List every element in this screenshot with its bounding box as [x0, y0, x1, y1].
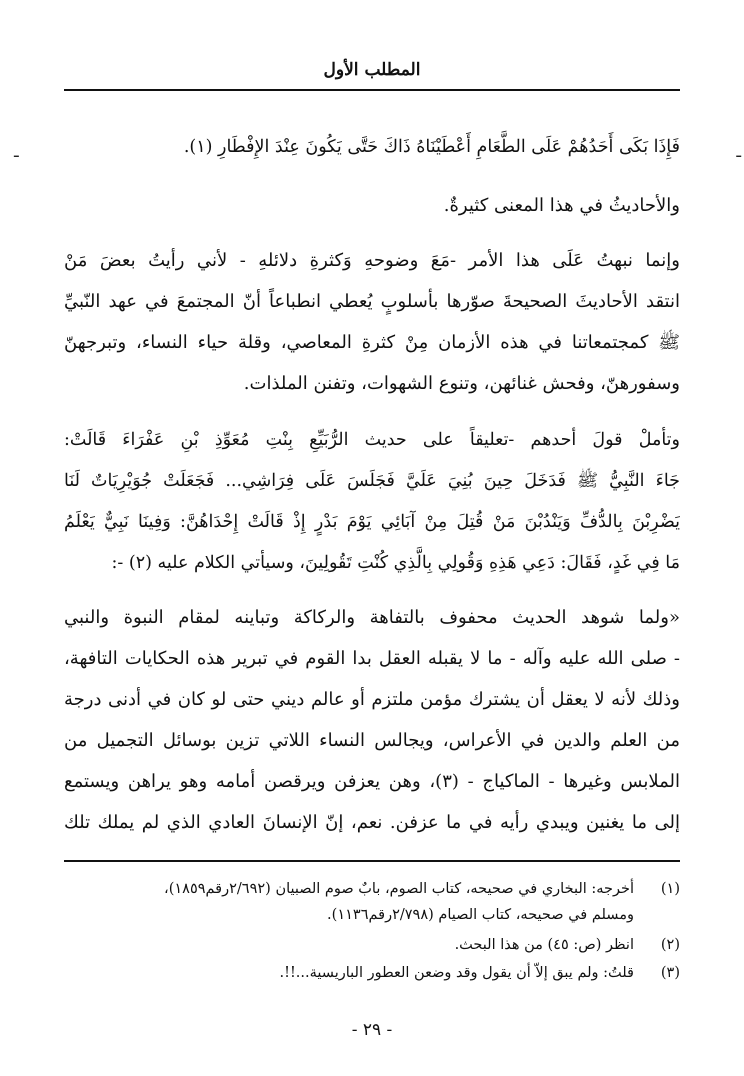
margin-mark: ـ [14, 142, 19, 161]
footnote-number: (١) [660, 881, 680, 897]
hadith-quote-line: فَإِذَا بَكَى أَحَدُهُمْ عَلَى الطَّعَامِ أَعْطَيْنَاهُ ذَاكَ حَتَّى يَكُونَ عِنْدَ الإِفْطَارِ (١). [183, 137, 680, 157]
hadith-quote-line: جَاءَ النَّبِيُّ ﷺ فَدَخَلَ حِينَ بُنِيَ عَلَيَّ فَجَلَسَ عَلَى فِرَاشِي... فَجَعَلَتْ جُوَيْرِيَاتٌ لَنَا [64, 471, 680, 491]
block-quote-line: - صلى الله عليه وآله - ما لا يقبله العقل بدا القوم في تبرير هذه الحكايات التافهة، [64, 648, 680, 669]
block-quote-line: «ولما شوهد الحديث محفوف بالتفاهة والركاكة وتباينه لمقام النبوة والنبي [64, 607, 680, 628]
page-number: - ٢٩ - [351, 1020, 393, 1040]
margin-mark: ـ [736, 142, 741, 161]
paragraph-line: ﷺ كمجتمعاتنا في هذه الأزمان مِنْ كثرةِ المعاصي، وقلة حياء النساء، وتبرجهنّ [64, 332, 680, 353]
paragraph-line: انتقد الأحاديثَ الصحيحةَ صوّرها بأسلوبٍ يُعطي انطباعاً أنّ المجتمعَ في عهد النّبيِّ [64, 291, 680, 312]
footnote-number: (٢) [660, 937, 680, 953]
footnote-text: ومسلم في صحيحه، كتاب الصيام (٢/٧٩٨رقم١١٣٦). [327, 907, 634, 923]
hadith-quote-line: مَا فِي غَدٍ، فَقَالَ: دَعِي هَذِهِ وَقُولِي بِالَّذِي كُنْتِ تَقُولِينَ، وسيأتي الكلام عليه (٢) -: [111, 553, 680, 573]
footnote-number: (٣) [660, 965, 680, 981]
block-quote-line: من العلم والدين في الأعراس، ويجالس النساء اللاتي تزين بوسائل التجميل من [64, 730, 680, 751]
running-header: المطلب الأول [323, 60, 421, 80]
footnote-text: قلتُ: ولم يبق إلاّ أن يقول وقد وضعن العطور الباريسية...!!. [279, 965, 634, 981]
block-quote-line: الملابس وغيرها - الماكياج - (٣)، وهن يعزفن ويرقصن أمامه وهو يراهن ويستمع [64, 771, 680, 792]
footnote-text: أخرجه: البخاري في صحيحه، كتاب الصوم، بابٌ صوم الصبيان (٢/٦٩٢رقم١٨٥٩)، [164, 881, 634, 897]
footnote-continuation [64, 902, 680, 928]
block-quote-line: إلى ما يغنين ويبدي رأيه في ما عزفن. نعم، إنّ الإنسانَ العادي الذي لم يملك تلك [64, 812, 680, 833]
paragraph-line: وسفورهنّ، وفحش غنائهن، وتنوع الشهوات، وتفنن الملذات. [243, 373, 680, 394]
header-rule [64, 89, 680, 91]
paragraph-line: وإنما نبهتُ عَلَى هذا الأمر -مَعَ وضوحهِ وَكثرةِ دلائلهِ - لأني رأيتُ بعضَ مَنْ [64, 250, 680, 271]
footnote-text: انظر (ص: ٤٥) من هذا البحث. [454, 937, 634, 953]
block-quote-line: وذلك لأنه لا يعقل أن يشترك مؤمن ملتزم أو عالم ديني حتى لو كان في أدنى درجة [64, 689, 680, 710]
paragraph-line: وتأملْ قولَ أحدهم -تعليقاً على حديث الرُّبَيِّعِ بِنْتِ مُعَوِّذِ بْنِ عَفْرَاءَ قَالَتْ: [64, 430, 680, 450]
hadith-quote-line: يَضْرِبْنَ بِالدُّفِّ وَيَنْدُبْنَ مَنْ قُتِلَ مِنْ آبَائِي يَوْمَ بَدْرٍ إِذْ قَالَتْ إِحْدَاهُنَّ: وَفِينَا نَبِيٌّ يَعْلَمُ [64, 512, 680, 532]
footnote [64, 876, 680, 902]
footnote-rule [64, 860, 680, 862]
footnote [64, 932, 680, 958]
footnote [64, 960, 680, 986]
paragraph-line: والأحاديثُ في هذا المعنى كثيرةٌ. [443, 195, 680, 216]
